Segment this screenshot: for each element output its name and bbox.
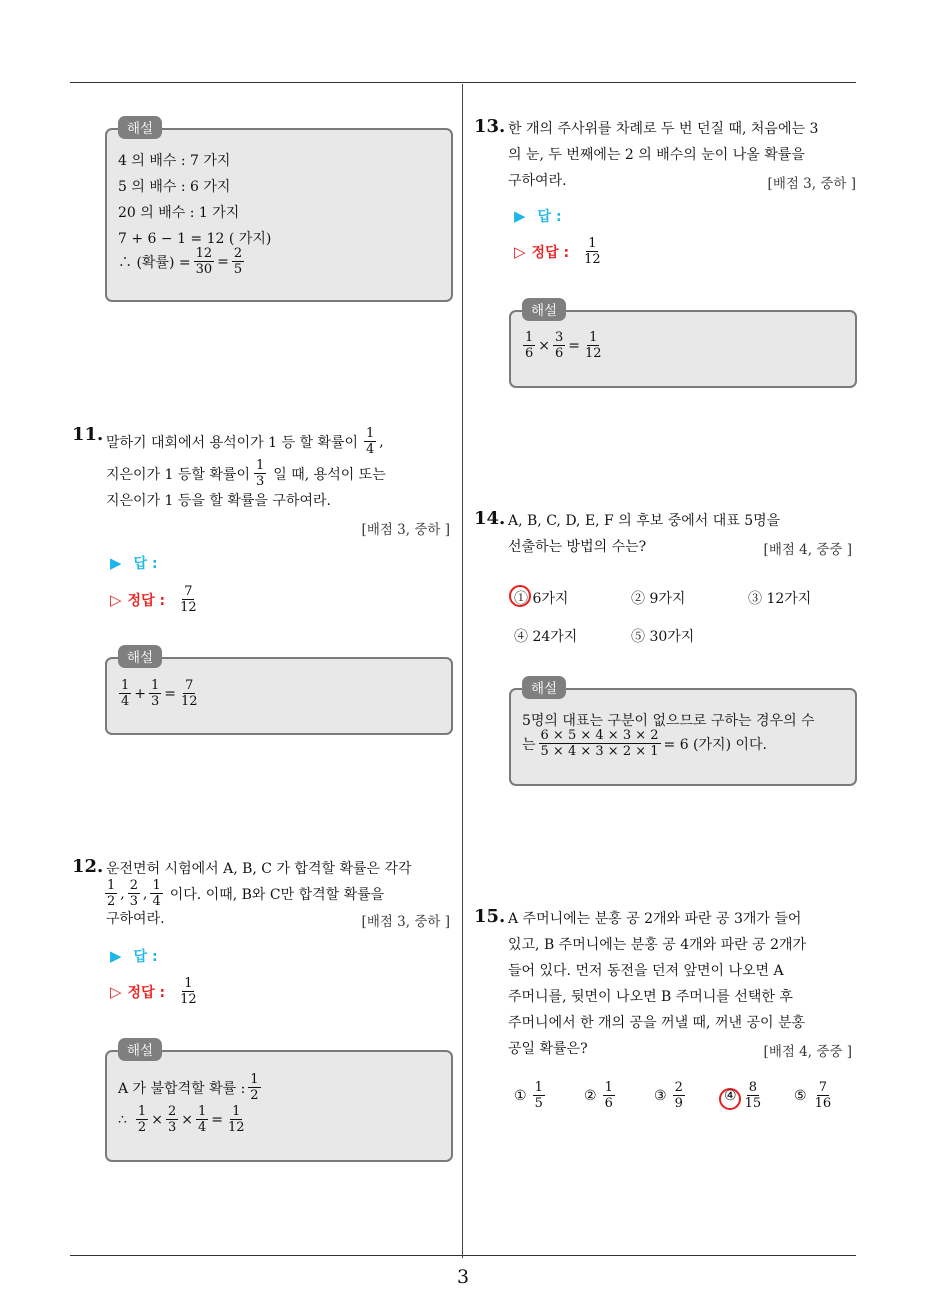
choice-option-4[interactable]: ④ 24가지 [514, 629, 578, 645]
fraction: $\frac{1}{12}$ [227, 1104, 245, 1135]
fraction: $\frac{1}{3}$ [255, 458, 265, 489]
explanation-tab: 해설 [118, 645, 162, 668]
triangle-right-icon: ▶ [514, 207, 526, 225]
exp-line: A 가 불합격할 확률 : $\frac{1}{2}$ [118, 1072, 259, 1103]
choice-option-2[interactable]: ② $\frac{1}{6}$ [584, 1080, 613, 1111]
top-rule [70, 82, 856, 83]
question-text: 말하기 대회에서 용석이가 1 등 할 확률이 $\frac{1}{4}$ , [106, 426, 384, 457]
fraction: $\frac{2}{3}$ [167, 1104, 177, 1135]
bottom-rule [70, 1255, 856, 1256]
fraction: $\frac{1}{6}$ [604, 1080, 613, 1111]
exp-line: 20 의 배수 : 1 가지 [118, 205, 240, 221]
fraction: $\frac{1}{2}$ [107, 878, 116, 909]
choice-option-3[interactable]: ③ 12가지 [748, 591, 812, 607]
fraction: $\frac{1}{12}$ [584, 236, 601, 267]
answer-row: ▶ 답 : [110, 947, 158, 965]
question-number-14: 14. [474, 508, 506, 529]
fraction: $\frac{7}{12}$ [181, 678, 198, 709]
triangle-outline-icon: ▷ [110, 590, 122, 609]
question-text: A, B, C, D, E, F 의 후보 중에서 대표 5명을 [508, 513, 781, 529]
score-meta: [배점 4, 중중 ] [763, 1044, 852, 1060]
choice-option-2[interactable]: ② 9가지 [631, 591, 686, 607]
score-meta: [배점 3, 중하 ] [361, 914, 450, 930]
choice-option-1[interactable]: ① 6가지 [514, 591, 569, 607]
question-text: 선출하는 방법의 수는? [508, 539, 647, 555]
fraction: $\frac{1}{12}$ [180, 976, 197, 1007]
exp-line: 5 의 배수 : 6 가지 [118, 179, 231, 195]
question-text: 있고, B 주머니에는 분홍 공 4개와 파란 공 2개가 [508, 937, 807, 953]
question-text: 구하여라. [508, 173, 567, 189]
question-text: $\frac{1}{2}$ , $\frac{2}{3}$ , $\frac{1}{4}$ 이다. 이때, B와 C만 합격할 확률을 [107, 878, 385, 909]
triangle-right-icon: ▶ [110, 554, 122, 572]
question-text: 지은이가 1 등을 할 확률을 구하여라. [106, 493, 331, 509]
fraction: $\frac{12}{30}$ [195, 246, 213, 277]
choice-option-5[interactable]: ⑤ $\frac{7}{16}$ [794, 1080, 832, 1111]
fraction: $\frac{7}{12}$ [180, 584, 197, 615]
question-text: 주머니에서 한 개의 공을 꺼낼 때, 꺼낸 공이 분홍 [508, 1015, 806, 1031]
fraction: $\frac{2}{3}$ [129, 878, 139, 909]
fraction: $\frac{1}{2}$ [137, 1104, 147, 1135]
question-number-12: 12. [72, 856, 104, 877]
exp-line: 는 $\frac{6 \times 5 \times 4 \times 3 \times 2}{5 \times 4 \times 3 \times 2 \times 1}$ = 6 (가지) 이다. [522, 728, 767, 759]
exp-line: 4 의 배수 : 7 가지 [118, 153, 231, 169]
correct-answer-row: ▷ 정답 : $\frac{1}{12}$ [514, 236, 601, 267]
fraction: $\frac{2}{9}$ [674, 1080, 683, 1111]
explanation-tab: 해설 [522, 298, 566, 321]
fraction: $\frac{1}{2}$ [250, 1072, 259, 1103]
fraction: $\frac{1}{3}$ [151, 678, 160, 709]
fraction: $\frac{1}{4}$ [366, 426, 375, 457]
choice-option-3[interactable]: ③ $\frac{2}{9}$ [654, 1080, 683, 1111]
triangle-outline-icon: ▷ [110, 982, 122, 1001]
fraction: $\frac{1}{4}$ [121, 678, 130, 709]
explanation-tab: 해설 [118, 116, 162, 139]
correct-answer-row: ▷ 정답 : $\frac{1}{12}$ [110, 976, 197, 1007]
fraction: $\frac{6 \times 5 \times 4 \times 3 \times 2}{5 \times 4 \times 3 \times 2 \times 1}$ [540, 728, 659, 759]
fraction: $\frac{1}{12}$ [585, 330, 602, 361]
fraction: $\frac{8}{15}$ [744, 1080, 762, 1111]
question-number-15: 15. [474, 906, 506, 927]
fraction: $\frac{1}{5}$ [534, 1080, 543, 1111]
fraction: $\frac{7}{16}$ [814, 1080, 832, 1111]
correct-answer-row: ▷ 정답 : $\frac{7}{12}$ [110, 584, 197, 615]
exp-line: $\frac{1}{4}$ + $\frac{1}{3}$ = $\frac{7}{12}$ [121, 678, 198, 709]
question-text: 들어 있다. 먼저 동전을 던져 앞면이 나오면 A [508, 963, 784, 979]
exp-line: ∴ (확률) = $\frac{12}{30}$ = $\frac{2}{5}$ [118, 246, 243, 277]
triangle-outline-icon: ▷ [514, 242, 526, 261]
question-number-13: 13. [474, 116, 506, 137]
question-text: A 주머니에는 분홍 공 2개와 파란 공 3개가 들어 [508, 911, 802, 927]
question-text: 한 개의 주사위를 차례로 두 번 던질 때, 처음에는 3 [508, 121, 819, 137]
score-meta: [배점 3, 중하 ] [361, 522, 450, 538]
question-text: 지은이가 1 등할 확률이 $\frac{1}{3}$ 일 때, 용석이 또는 [106, 458, 386, 489]
choice-option-5[interactable]: ⑤ 30가지 [631, 629, 695, 645]
fraction: $\frac{1}{4}$ [197, 1104, 207, 1135]
fraction: $\frac{2}{5}$ [233, 246, 243, 277]
question-number-11: 11. [72, 424, 104, 445]
choice-option-1[interactable]: ① $\frac{1}{5}$ [514, 1080, 543, 1111]
fraction: $\frac{1}{6}$ [525, 330, 534, 361]
explanation-tab: 해설 [522, 676, 566, 699]
exp-line: 7 + 6 − 1 = 12 ( 가지) [118, 231, 272, 247]
exp-line: $\frac{1}{6}$ × $\frac{3}{6}$ = $\frac{1}{12}$ [525, 330, 602, 361]
exp-line: ∴ $\frac{1}{2}$ × $\frac{2}{3}$ × $\frac{1}{4}$ = $\frac{1}{12}$ [118, 1104, 245, 1135]
question-text: 운전면허 시험에서 A, B, C 가 합격할 확률은 각각 [106, 861, 412, 877]
answer-row: ▶ 답 : [110, 554, 158, 572]
question-text: 공일 확률은? [508, 1041, 588, 1057]
fraction: $\frac{3}{6}$ [555, 330, 564, 361]
question-text: 주머니를, 뒷면이 나오면 B 주머니를 선택한 후 [508, 989, 793, 1005]
triangle-right-icon: ▶ [110, 947, 122, 965]
page-number: 3 [456, 1266, 470, 1288]
question-text: 의 눈, 두 번째에는 2 의 배수의 눈이 나올 확률을 [508, 147, 805, 163]
fraction: $\frac{1}{4}$ [152, 878, 161, 909]
answer-row: ▶ 답 : [514, 207, 562, 225]
score-meta: [배점 4, 중중 ] [763, 542, 852, 558]
choice-option-4[interactable]: ④ $\frac{8}{15}$ [724, 1080, 762, 1111]
column-divider [462, 84, 463, 1258]
question-text: 구하여라. [106, 911, 165, 927]
score-meta: [배점 3, 중하 ] [767, 176, 856, 192]
exp-line: 5명의 대표는 구분이 없으므로 구하는 경우의 수 [522, 713, 815, 729]
explanation-tab: 해설 [118, 1038, 162, 1061]
